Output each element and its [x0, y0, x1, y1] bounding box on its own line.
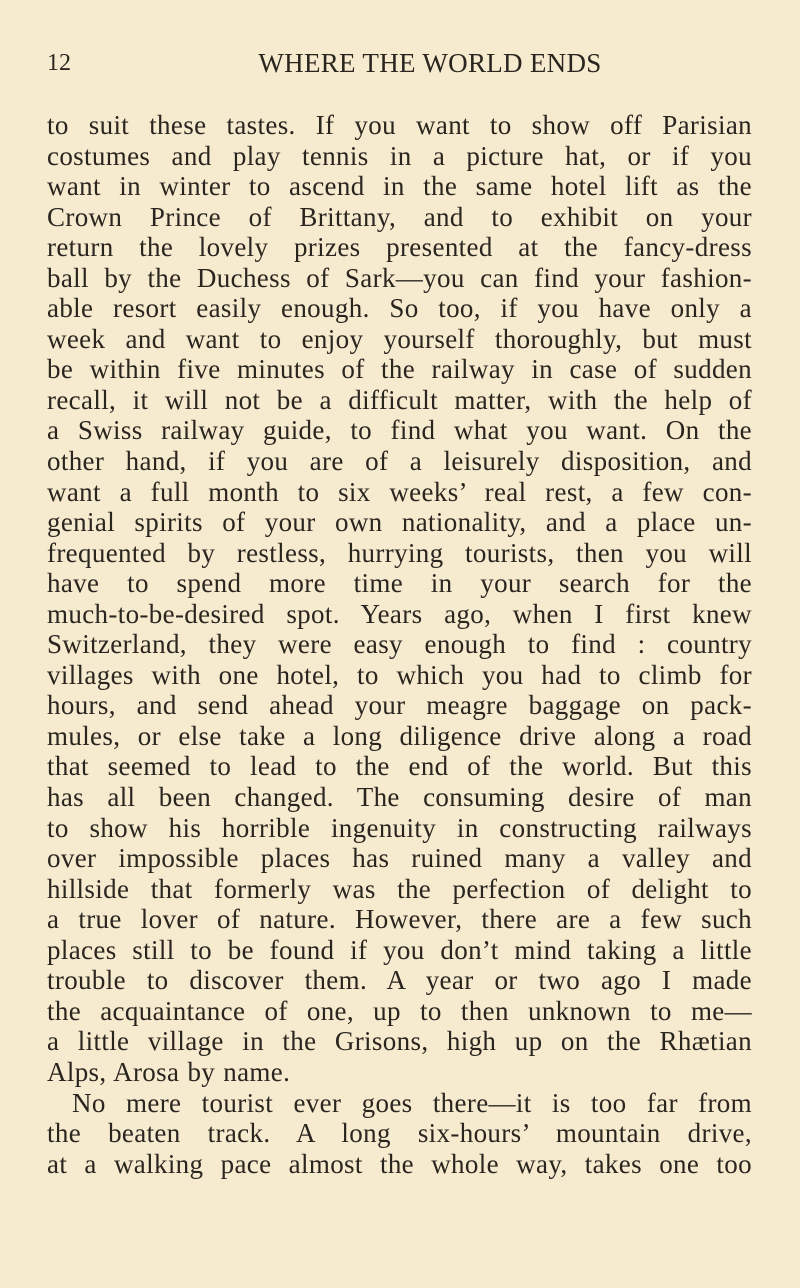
text-line-content: that seemed to lead to the end of the world. But this — [47, 751, 752, 782]
text-line-content: genial spirits of your own nationality, and a place un- — [47, 507, 752, 538]
text-line — [47, 477, 752, 508]
text-line — [47, 1057, 752, 1088]
text-line — [47, 293, 752, 324]
text-line — [47, 263, 752, 294]
text-line — [47, 385, 752, 416]
text-line-content: other hand, if you are of a leisurely disposition, and — [47, 446, 752, 477]
text-line — [47, 354, 752, 385]
text-line — [47, 965, 752, 996]
text-line-content: trouble to discover them. A year or two ago I made — [47, 965, 752, 996]
text-line-content: No mere tourist ever goes there—it is too far from — [72, 1087, 752, 1118]
text-line — [47, 202, 752, 233]
text-line — [47, 141, 752, 172]
text-line — [47, 171, 752, 202]
text-line-content: much-to-be-desired spot. Years ago, when I first knew — [47, 598, 752, 629]
text-line-content: have to spend more time in your search for the — [47, 568, 752, 599]
text-line — [47, 996, 752, 1027]
text-line-content: mules, or else take a long diligence drive along a road — [47, 720, 752, 751]
text-line — [47, 415, 752, 446]
text-line — [47, 629, 752, 660]
text-line-content: recall, it will not be a difficult matter, with the help of — [47, 384, 752, 415]
text-line — [47, 232, 752, 263]
text-line — [47, 446, 752, 477]
page-number: 12 — [47, 50, 71, 76]
text-line-content: to show his horrible ingenuity in constructing railways — [47, 812, 752, 843]
text-line — [47, 874, 752, 905]
text-line-content: over impossible places has ruined many a valley and — [47, 843, 752, 874]
text-line-content: costumes and play tennis in a picture hat, or if you — [47, 140, 752, 171]
text-line-content: want in winter to ascend in the same hotel lift as the — [47, 171, 752, 202]
text-line-content: the beaten track. A long six-hours’ mountain drive, — [47, 1118, 752, 1149]
text-line — [47, 1088, 752, 1119]
text-line-content: Crown Prince of Brittany, and to exhibit on your — [47, 201, 752, 232]
text-line-content: at a walking pace almost the whole way, takes one too — [47, 1148, 752, 1179]
text-line — [47, 904, 752, 935]
text-line-content: Switzerland, they were easy enough to find : country — [47, 629, 752, 660]
text-line-content: a true lover of nature. However, there are a few such — [47, 904, 752, 935]
text-line-content: want a full month to six weeks’ real rest, a few con- — [47, 476, 752, 507]
text-line-content: ball by the Duchess of Sark—you can find your fashion- — [47, 262, 752, 293]
text-line — [47, 935, 752, 966]
text-line-content: frequented by restless, hurrying tourists, then you will — [47, 537, 752, 568]
text-line-content: the acquaintance of one, up to then unknown to me— — [47, 995, 752, 1026]
running-head: WHERE THE WORLD ENDS — [258, 48, 602, 78]
text-line-content: a Swiss railway guide, to find what you want. On the — [47, 415, 752, 446]
text-line-content: has all been changed. The consuming desire of man — [47, 782, 752, 813]
text-line — [47, 507, 752, 538]
text-line-content: Alps, Arosa by name. — [47, 1056, 291, 1087]
text-line-content: able resort easily enough. So too, if you have only a — [47, 293, 752, 324]
text-line-content: return the lovely prizes presented at the fancy-dress — [47, 232, 752, 263]
text-line — [47, 751, 752, 782]
text-line-content: week and want to enjoy yourself thoroughly, but must — [47, 323, 752, 354]
text-line — [47, 568, 752, 599]
text-line-content: villages with one hotel, to which you had to climb for — [47, 659, 752, 690]
text-line — [47, 782, 752, 813]
text-line-content: to suit these tastes. If you want to show off Parisian — [47, 110, 752, 140]
text-line — [47, 110, 752, 141]
text-line — [47, 813, 752, 844]
text-line — [47, 599, 752, 630]
text-line-content: hillside that formerly was the perfection of delight to — [47, 873, 752, 904]
text-line — [47, 324, 752, 355]
text-line — [47, 1118, 752, 1149]
text-line-content: places still to be found if you don’t mind taking a little — [47, 934, 752, 965]
text-line-content: a little village in the Grisons, high up on the Rhætian — [47, 1026, 752, 1057]
text-line — [47, 843, 752, 874]
text-line — [47, 660, 752, 691]
text-line — [47, 1149, 752, 1180]
text-line-content: hours, and send ahead your meagre baggage on pack- — [47, 690, 752, 721]
body-text — [47, 110, 752, 1179]
text-line — [47, 1026, 752, 1057]
text-line — [47, 721, 752, 752]
text-line — [47, 538, 752, 569]
text-line — [47, 690, 752, 721]
text-line-content: be within five minutes of the railway in case of sudden — [47, 354, 752, 385]
